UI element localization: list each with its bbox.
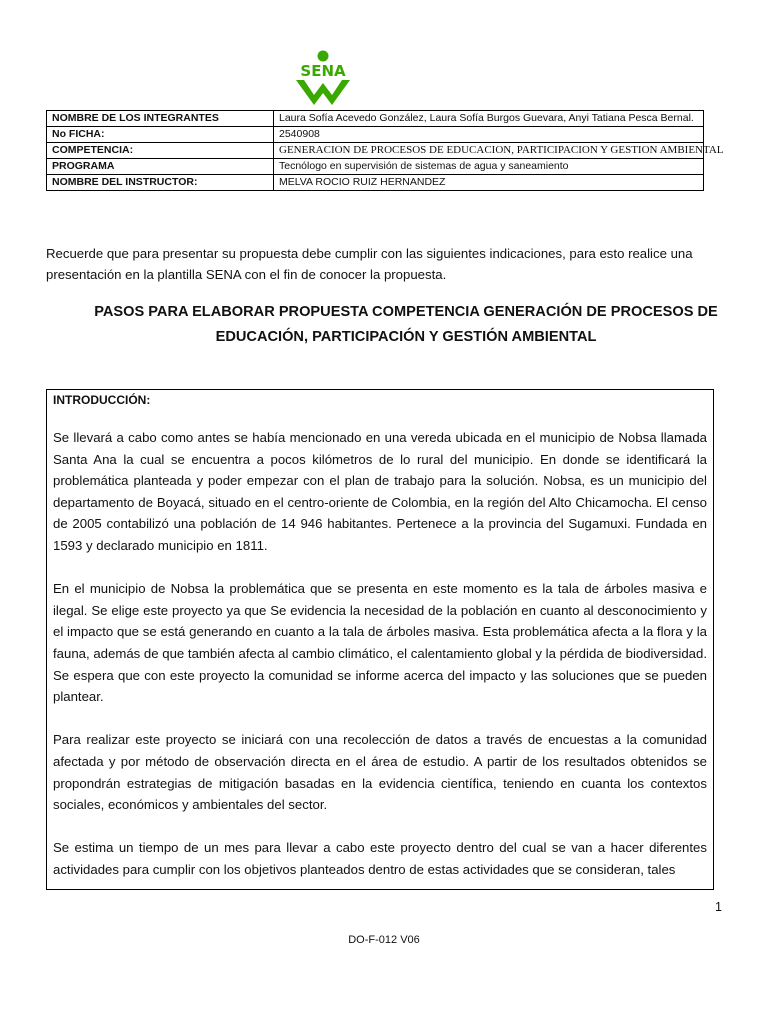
table-row [47, 175, 704, 191]
introduction-box [46, 389, 714, 890]
instructions-text: Recuerde que para presentar su propuesta debe cumplir con las siguientes indicaciones, para esto realice una presentación en la plantilla SENA con el fin de conocer la propuesta. [46, 246, 693, 282]
document-title: PASOS PARA ELABORAR PROPUESTA COMPETENCIA GENERACIÓN DE PROCESOS DE EDUCACIÓN, PARTICIPACIÓN Y GESTIÓN AMBIENTAL [94, 304, 718, 345]
intro-paragraph: Para realizar este proyecto se iniciará con una recolección de datos a través de encuestas a la comunidad afectada y por método de observación directa en el área de estudio. A partir de los resultados obtenidos se propondrán estrategias de mitigación basadas en la evidencia científica, teniendo en cuanta los contextos sociales, económicos y ambientales del sector. [53, 732, 707, 813]
intro-paragraph: Se llevará a cabo como antes se había mencionado en una vereda ubicada en el municipio de Nobsa llamada Santa Ana la cual se encuentra a pocos kilómetros de lo rural del municipio. En donde se identificará la problemática planteada y poder empezar con el plan de trabajo para la solución. Nobsa, es un municipio del departamento de Boyacá, situado en el centro-oriente de Colombia, en la región del Alto Chicamocha. El censo de 2005 contabilizó una población de 14 946 habitantes. Pertenece a la provincia del Sugamuxi. Fundada en 1593 y declarado municipio en 1811. [53, 430, 707, 553]
table-row [47, 143, 704, 159]
sena-logo [292, 50, 354, 108]
members-value: Laura Sofía Acevedo González, Laura Sofía Burgos Guevara, Anyi Tatiana Pesca Bernal. [274, 111, 704, 127]
table-row [47, 159, 704, 175]
sena-logo-icon [292, 50, 354, 108]
ficha-value: 2540908 [274, 127, 704, 143]
competencia-label: COMPETENCIA: [47, 143, 274, 159]
programa-value: Tecnólogo en supervisión de sistemas de agua y saneamiento [274, 159, 704, 175]
student-info-table [46, 110, 724, 191]
members-label: NOMBRE DE LOS INTEGRANTES [47, 111, 274, 127]
table-row [47, 111, 704, 127]
intro-paragraph: En el municipio de Nobsa la problemática que se presenta en este momento es la tala de árboles masiva e ilegal. Se elige este proyecto ya que Se evidencia la necesidad de la población en cuanto al desconocimiento y el impacto que se está generando en cuanto a la tala de árboles masiva. Esta problemática afecta a la flora y la fauna, además de que también afecta al cambio climático, el calentamiento global y la pérdida de biodiversidad. Se espera que con este proyecto la comunidad se informe acerca del impacto y las soluciones que se pueden plantear. [53, 581, 707, 705]
footer-code: DO-F-012 V06 [348, 934, 420, 946]
competencia-value: GENERACION DE PROCESOS DE EDUCACION, PARTICIPACION Y GESTION AMBIENTAL [274, 143, 704, 159]
page-number: 1 [715, 900, 722, 914]
sena-logo-wordmark: SENA [300, 62, 346, 80]
instructor-value: MELVA ROCIO RUIZ HERNANDEZ [274, 175, 704, 191]
instructor-label: NOMBRE DEL INSTRUCTOR: [47, 175, 274, 191]
table-row [47, 127, 704, 143]
ficha-label: No FICHA: [47, 127, 274, 143]
programa-label: PROGRAMA [47, 159, 274, 175]
intro-paragraph: Se estima un tiempo de un mes para llevar a cabo este proyecto dentro del cual se van a hacer diferentes actividades para cumplir con los objetivos planteados dentro de estas actividades que se consideran, tales [53, 840, 707, 877]
introduction-heading: INTRODUCCIÓN: [53, 393, 151, 407]
